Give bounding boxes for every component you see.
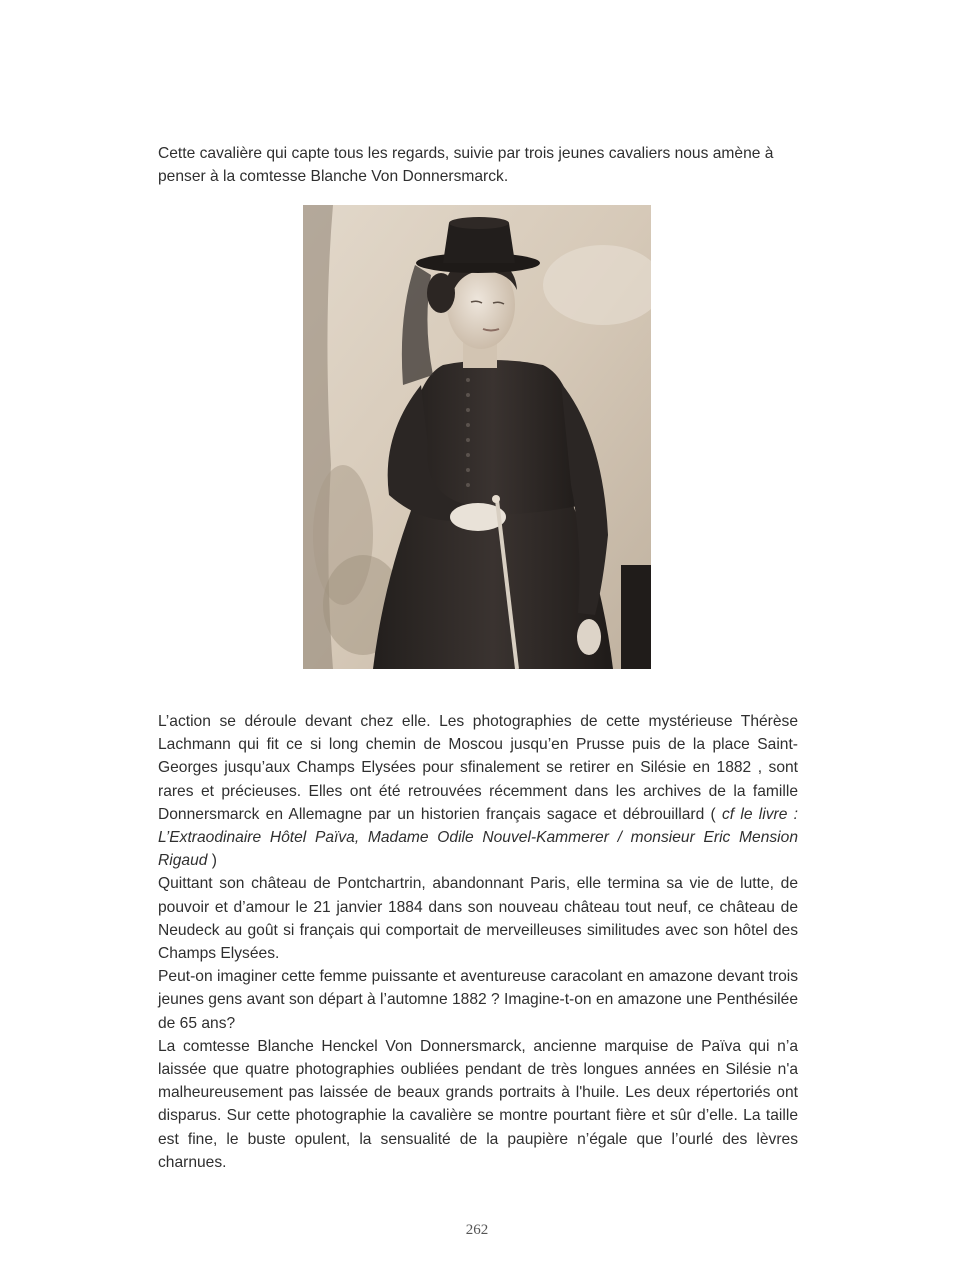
page-number: 262: [465, 1222, 489, 1238]
paragraph-2: Quittant son château de Pontchartrin, abandonnant Paris, elle termina sa vie de lutte, de pouvoir et d’amour le 21 janvier 1884 dans son nouveau château tout neuf, ce château de Neudeck au goût si français qui comportait de merveilleuses similitudes avec son hôtel des Champs Elysées.: [158, 875, 798, 963]
portrait-photograph: [303, 205, 651, 669]
paragraph-1: [158, 710, 798, 872]
paragraph-3: Peut-on imaginer cette femme puissante et aventureuse caracolant en amazone devant trois jeunes gens avant son départ à l’automne 1882 ? Imagine-t-on en amazone une Penthésilée de 65 ans?: [158, 968, 798, 1032]
body-text: [158, 710, 798, 1174]
intro-paragraph: Cette cavalière qui capte tous les regards, suivie par trois jeunes cavaliers nous amène à penser à la comtesse Blanche Von Donnersmarck.: [158, 145, 774, 185]
paragraph-4: La comtesse Blanche Henckel Von Donnersmarck, ancienne marquise de Païva qui n’a laissée que quatre photographies oubliées pendant de très longues années en Silésie n'a malheureusement pas laissée de beaux grands portraits à l'huile. Les deux répertoriés ont disparus. Sur cette photographie la cavalière se montre pourtant fière et sûr d’elle. La taille est fine, le buste opulent, la sensualité de la paupière n’égale que l’ourlé des lèvres charnues.: [158, 1037, 798, 1171]
paragraph-1-close: ): [207, 852, 217, 870]
paragraph-1-citation: cf le livre : L’Extraodinaire Hôtel Païva, Madame Odile Nouvel-Kammerer / monsieur Eric Mension Rigaud: [158, 805, 799, 870]
paragraph-1-text: L’action se déroule devant chez elle. Les photographies de cette mystérieuse Thérèse Lachmann qui fit ce si long chemin de Moscou jusqu’en Prusse puis de la place Saint-Georges jusqu’aux Champs Elysées pour sfinalement se retirer en Silésie en 1882 , sont rares et précieuses. Elles ont été retrouvées récemment dans les archives de la famille Donnersmarck en Allemagne par un historien français sagace et débrouillard (: [158, 713, 798, 823]
